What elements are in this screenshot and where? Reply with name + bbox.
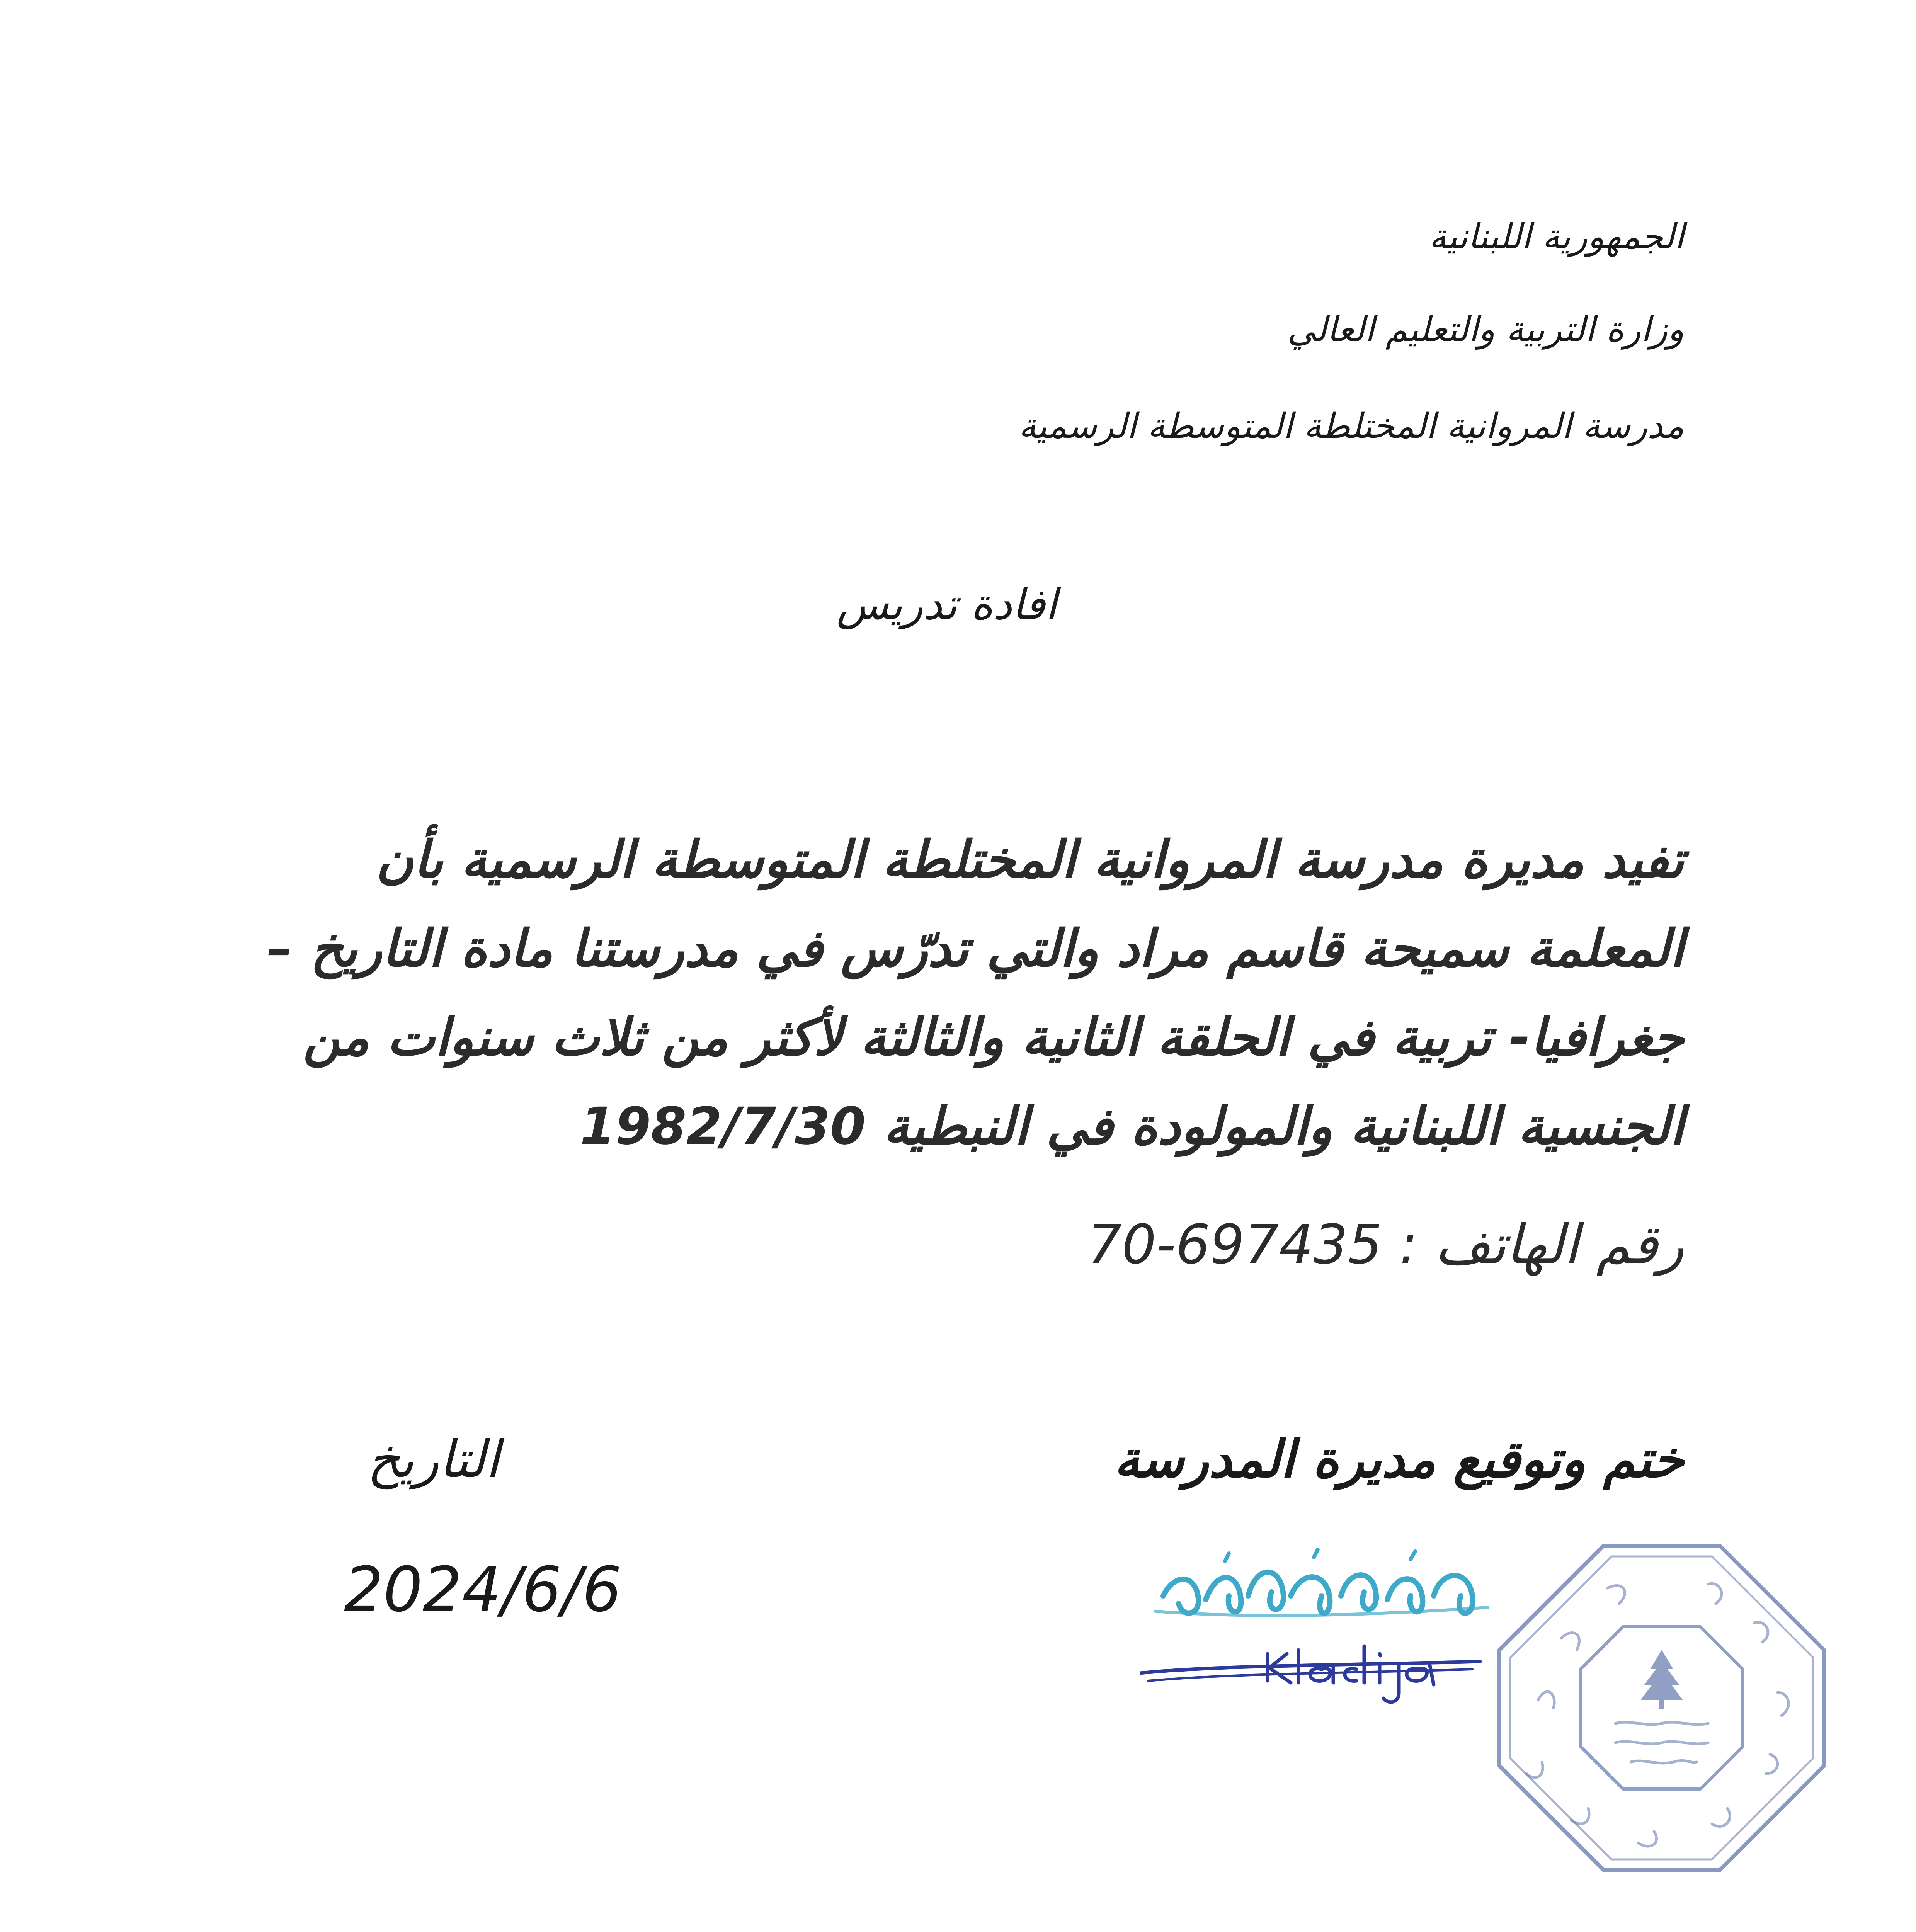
date-label: التاريخ xyxy=(367,1430,500,1489)
body-line: الجنسية اللبنانية والمولودة في النبطية 1982/7/30 xyxy=(580,1097,1684,1156)
body-line: المعلمة سميحة قاسم مراد والتي تدرّس في مدرستنا مادة التاريخ – xyxy=(267,919,1684,978)
phone-line xyxy=(1087,1213,1684,1276)
body-line: جغرافيا- تربية في الحلقة الثانية والثالثة لأكثر من ثلاث سنوات من xyxy=(303,1008,1684,1067)
phone-label: رقم الهاتف : xyxy=(1399,1213,1684,1276)
header-republic: الجمهورية اللبنانية xyxy=(1429,216,1684,257)
body-line: تفيد مديرة مدرسة المروانية المختلطة المتوسطة الرسمية بأن xyxy=(376,830,1684,889)
handwritten-signature xyxy=(1140,1538,1507,1754)
header-ministry: وزارة التربية والتعليم العالي xyxy=(1287,309,1684,350)
phone-number: 70-697435 xyxy=(1087,1213,1382,1276)
header-school: مدرسة المروانية المختلطة المتوسطة الرسمية xyxy=(1018,406,1684,446)
certificate-body xyxy=(185,815,1684,1171)
official-stamp xyxy=(1492,1538,1832,1878)
document-title: افادة تدريس xyxy=(836,580,1057,629)
date-value: 2024/6/6 xyxy=(344,1553,622,1626)
signature-label: ختم وتوقيع مديرة المدرسة xyxy=(1114,1430,1684,1489)
